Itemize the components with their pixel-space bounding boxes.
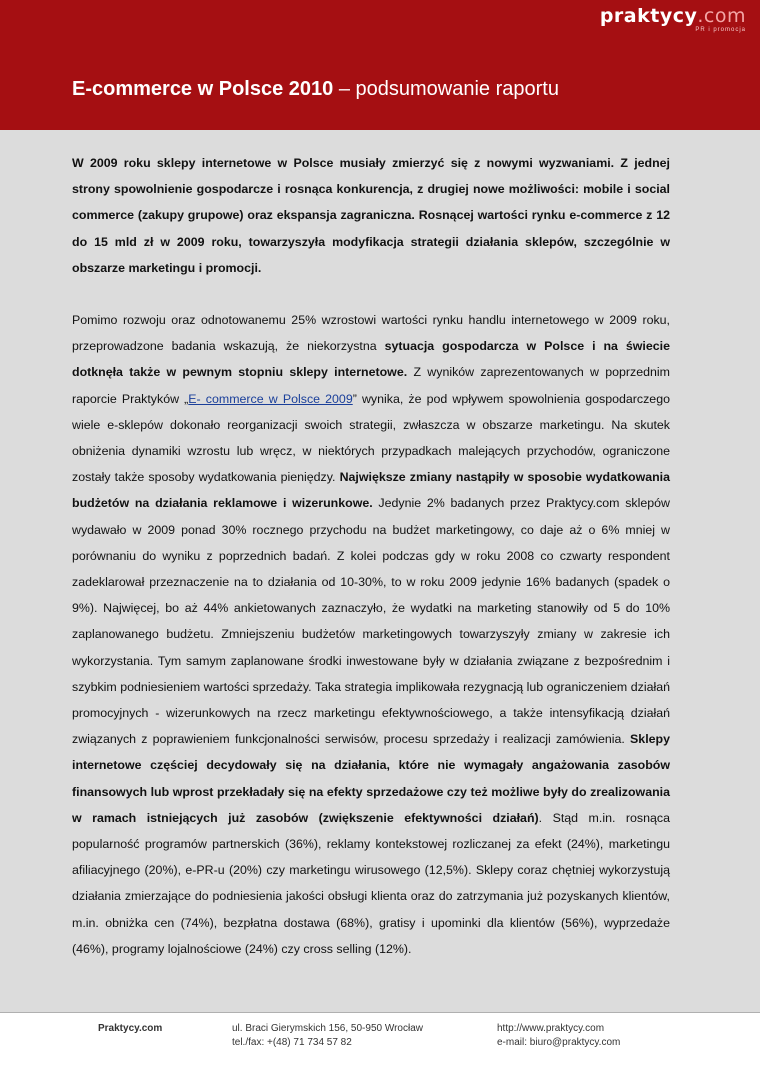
body-text-4: Jedynie 2% badanych przez Praktycy.com sklepów wydawało w 2009 ponad 30% rocznego przychodu na budżet marketingowy, co daje aż o 6% mniej w porównaniu do wyniku z poprzednich badań. Z kolei podczas gdy w roku 2008 co czwarty respondent zadeklarował przeznaczenie na to działania od 10-30%, to w roku 2009 jedynie 16% badanych (spadek o 9%). Najwięcej, bo aż 44% ankietowanych zaznaczyło, że wydatki na marketing stanowiły od 5 do 10% zaplanowanego budżetu. Zmniejszeniu budżetów marketingowych towarzyszyły zmiany w zakresie ich wykorzystania. Tym samym zaplanowane środki inwestowane były w działania związane z bezpośrednim i szybkim podniesieniem wartości sprzedaży. Taka strategia implikowała rezygnacją lub ograniczeniem działań promocyjnych - wizerunkowych na rzecz marketingu efektywnościowego, a także intensyfikacją działań związanych z poprawieniem funkcjonalności serwisów, procesu sprzedaży i realizacji zamówienia.: [72, 496, 670, 747]
body-text-1: Pomimo rozwoju oraz odnotowanemu 25% wzrostowi wartości rynku handlu internetowego w 2009 roku, przeprowadzone badania wskazują, że niekorzystna: [72, 313, 670, 354]
body-text-5: . Stąd m.in. rosnąca popularność programów partnerskich (36%), reklamy kontekstowej rozliczanej za efekt (24%), marketingu afiliacyjnego (20%), e-PR-u (20%) czy marketingu wirusowego (12,5%). Sklepy coraz chętniej wykorzystują działania zmierzające do podniesienia jakości obsługi klienta oraz do zatrzymania już pozyskanych klientów, m.in. obniżka cen (74%), bezpłatna dostawa (68%), gratisy i upominki dla klientów (56%), wyprzedaże (46%), programy lojalnościowe (24%) czy cross selling (12%).: [72, 810, 670, 956]
praktycy-logo: [600, 6, 746, 33]
logo-domain: .com: [697, 5, 746, 27]
body-text-3: ” wynika, że pod wpływem spowolnienia gospodarczego wiele e-sklepów dokonało reorganizacji swoich strategii, zwłaszcza w obszarze marketingu. Na skutek obniżenia dynamiki wzrostu lub wręcz, w niektórych przypadkach malejących przychodów, ograniczone zostały także sposoby wydatkowania pieniędzy.: [72, 391, 670, 485]
footer-email[interactable]: e-mail: biuro@praktycy.com: [497, 1037, 621, 1048]
footer-company: Praktycy.com: [98, 1023, 163, 1034]
body-bold-3: Sklepy internetowe częściej decydowały się na działania, które nie wymagały angażowania zasobów finansowych lub wprost przekładały się na efekty sprzedażowe czy też możliwe były do zrealizowania w ramach istniejących już zasobów (zwiększenie efektywności działań): [72, 732, 670, 825]
title-rest: – podsumowanie raportu: [333, 78, 559, 100]
footer-divider: [0, 1012, 760, 1013]
intro-paragraph: W 2009 roku sklepy internetowe w Polsce musiały zmierzyć się z nowymi wyzwaniami. Z jednej strony spowolnienie gospodarcze i rosnąca konkurencja, z drugiej nowe możliwości: mobile i social commerce (zakupy grupowe) oraz ekspansja zagraniczna. Rosnącej wartości rynku e-commerce z 12 do 15 mld zł w 2009 roku, towarzyszyła modyfikacja strategii działania sklepów, szczególnie w obszarze marketingu i promocji.: [72, 156, 670, 275]
title-bold: E-commerce w Polsce 2010: [72, 78, 334, 100]
body-text-2: Z wyników zaprezentowanych w poprzednim raporcie Praktyków „: [72, 365, 670, 406]
body-paragraph: [72, 307, 670, 962]
footer-address-block: [232, 1022, 423, 1050]
footer-website[interactable]: http://www.praktycy.com: [497, 1023, 605, 1034]
body-bold-2: Największe zmiany nastąpiły w sposobie wydatkowania budżetów na działania reklamowe i wizerunkowe.: [72, 470, 670, 511]
article-content: [72, 150, 670, 962]
footer-address: ul. Braci Gierymskich 156, 50-950 Wrocław: [232, 1023, 423, 1034]
document-body: [0, 130, 760, 1012]
report-2009-link[interactable]: E- commerce w Polsce 2009: [188, 391, 353, 406]
footer-phone: tel./fax: +(48) 71 734 57 82: [232, 1037, 352, 1048]
body-bold-1: sytuacja gospodarcza w Polsce i na świecie dotknęła także w pewnym stopniu sklepy internetowe.: [72, 339, 670, 380]
footer-contact-block: [497, 1022, 620, 1050]
page-title: [72, 76, 559, 102]
header-banner: [0, 0, 760, 130]
logo-name: praktycy: [599, 5, 698, 27]
logo-tagline: PR i promocja: [695, 27, 746, 33]
